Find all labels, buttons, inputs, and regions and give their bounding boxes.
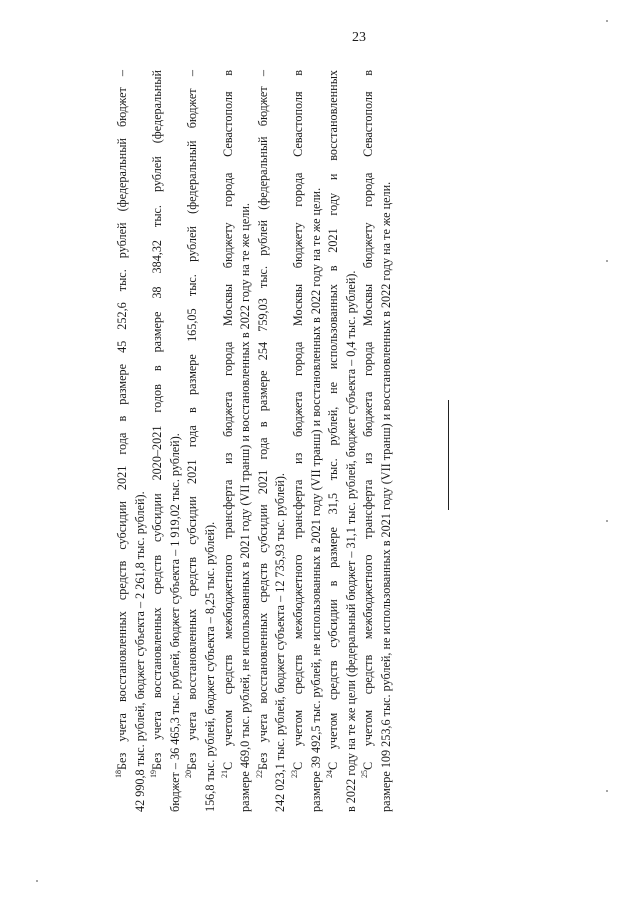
footnote-text: $^{22}$Без учета восстановленных средств субсидии 2021 года в размере 254 759,03 тыс. рублей (федеральный бюджет – <box>254 70 270 778</box>
footnote-text: размере 469,0 тыс. рублей, не использованных в 2021 году (VII транш) и восстановленных в 2022 году на те же цели. <box>238 203 253 812</box>
footnote-marker: 21 <box>219 770 229 778</box>
footnote-marker: 24 <box>325 770 335 778</box>
footnote-text: в 2022 году на те же цели (федеральный бюджет – 31,1 тыс. рублей, бюджет субъекта – 0,4 тыс. рублей). <box>343 270 358 812</box>
footnote-text: $^{19}$Без учета восстановленных средств субсидии 2020–2021 годов в размере 38 384,32 тыс. рублей (федеральный <box>149 70 165 778</box>
scan-artifact <box>606 520 608 522</box>
footnote-text: $^{20}$Без учета восстановленных средств субсидии 2021 года в размере 165,05 тыс. рублей (федеральный бюджет – <box>184 70 200 778</box>
footnote-19-line-1 <box>150 70 164 812</box>
footnote-text: $^{23}$С учетом средств межбюджетного трансферта из бюджета города Москвы бюджету города Севастополя в <box>290 70 305 778</box>
footnote-text: 156,8 тыс. рублей, бюджет субъекта – 8,25 тыс. рублей). <box>203 521 217 812</box>
footnote-text: размере 109 253,6 тыс. рублей, не использованных в 2021 году (VII транш) и восстановленных в 2022 году на те же цели. <box>379 181 393 812</box>
scan-artifact <box>606 20 608 22</box>
footnote-24-line-1 <box>326 70 340 812</box>
footnote-text: $^{24}$С учетом средств субсидии в размере 31,5 тыс. рублей, не использованных в 2021 году и восстановленных <box>325 70 341 778</box>
footnote-text: бюджет – 36 465,3 тыс. рублей, бюджет субъекта – 1 919,02 тыс. рублей). <box>167 433 182 812</box>
scan-artifact <box>36 880 38 882</box>
footnotes-block <box>115 70 415 812</box>
footnote-20-line-1 <box>185 70 199 812</box>
footnote-23-line-2 <box>309 70 323 812</box>
footnote-text: 242 023,1 тыс. рублей, бюджет субъекта – 12 735,93 тыс. рублей). <box>273 473 288 812</box>
footnote-text: $^{21}$С учетом средств межбюджетного трансферта из бюджета города Москвы бюджету города Севастополя в <box>219 70 235 778</box>
footnote-marker: 18 <box>114 770 123 778</box>
footnote-marker: 19 <box>149 770 159 778</box>
footnote-marker: 20 <box>184 770 194 778</box>
footnote-18-line-2 <box>133 70 147 812</box>
footnote-text: $^{18}$Без учета восстановленных средств субсидии 2021 года в размере 45 252,6 тыс. рублей (федеральный бюджет – <box>114 70 129 778</box>
footnote-separator <box>448 400 449 510</box>
footnote-21-line-2 <box>238 70 252 812</box>
footnote-22-line-2 <box>273 70 287 812</box>
footnote-18-line-1 <box>115 70 129 812</box>
footnote-21-line-1 <box>221 70 235 812</box>
footnote-19-line-2 <box>168 70 182 812</box>
footnote-text: размере 39 492,5 тыс. рублей, не использованных в 2021 году (VII транш) и восстановленных в 2022 году на те же цели. <box>308 187 323 812</box>
footnote-marker: 25 <box>360 770 370 778</box>
footnote-25-line-2 <box>379 70 393 812</box>
footnote-25-line-1 <box>361 70 375 812</box>
footnote-20-line-2 <box>203 70 217 812</box>
footnote-22-line-1 <box>256 70 270 812</box>
footnote-23-line-1 <box>291 70 305 812</box>
scan-artifact <box>606 260 608 262</box>
footnote-marker: 22 <box>254 770 264 778</box>
scan-artifact <box>606 790 608 792</box>
page-number: 23 <box>352 30 366 45</box>
footnote-text: 42 990,8 тыс. рублей, бюджет субъекта – 2 261,8 тыс. рублей). <box>132 491 147 812</box>
footnote-text: $^{25}$С учетом средств межбюджетного трансферта из бюджета города Москвы бюджету города Севастополя в <box>360 70 376 778</box>
footnote-marker: 23 <box>290 770 299 778</box>
footnote-24-line-2 <box>344 70 358 812</box>
